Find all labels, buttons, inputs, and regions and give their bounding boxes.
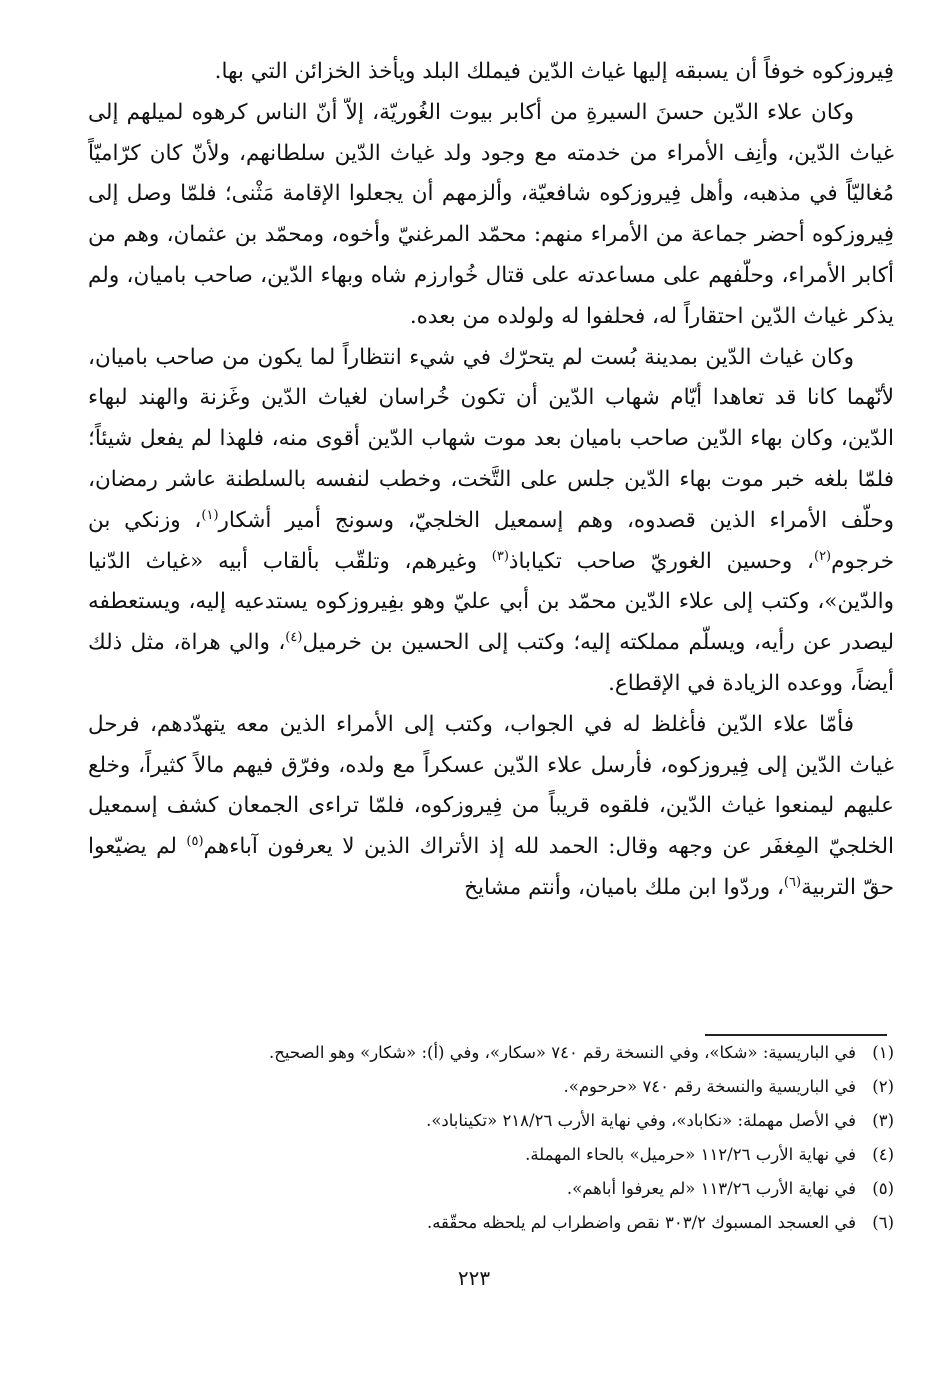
footnote-ref: (٥) — [186, 833, 204, 849]
footnote-text: في الباريسية والنسخة رقم ٧٤٠ «حرحوم». — [563, 1077, 856, 1096]
text-run: لم يضيّعوا حقّ التربية — [88, 834, 894, 900]
footnote — [140, 1206, 894, 1240]
footnote-text: في العسجد المسبوك ٣٠٣/٢ نقص واضطراب لم يلحظه محقّقه. — [426, 1213, 856, 1232]
footnote-text: في الباريسية: «شكا»، وفي النسخة رقم ٧٤٠ «سكار»، وفي (أ): «شكار» وهو الصحيح. — [268, 1043, 856, 1062]
text-run: ، وزنكي بن خرجوم — [88, 507, 894, 574]
text-run: ، وحسين الغوريّ صاحب تكياباذ — [508, 548, 814, 574]
page-number: ٢٢٣ — [457, 1266, 491, 1290]
text-run: ، والي هراة، مثل ذلك أيضاً، ووعده الزيادة في الإقطاع. — [88, 630, 894, 696]
footnote-number: (٤) — [872, 1145, 894, 1164]
footnote-ref: (١) — [201, 507, 219, 523]
paragraph — [88, 338, 894, 705]
footnote-number: (١) — [872, 1043, 894, 1062]
footnote-ref: (٣) — [491, 548, 509, 564]
footnote-number: (٦) — [872, 1213, 894, 1232]
footnote — [140, 1104, 894, 1138]
text-run: وكان غياث الدّين بمدينة بُست لم يتحرّك في شيء انتظاراً لما يكون من صاحب باميان، لأنّهما كانا قد تعاهدا أيّام شهاب الدّين أن تكون خُراسان لغياث الدّين وغَزنة والهند لبهاء الدّين، وكان بهاء الدّين صاحب باميان بعد موت شهاب الدّين أقوى منه، فلهذا لم يفعل شيئاً؛ فلمّا بلغه خبر موت بهاء الدّين جلس على التَّخت، وخطب لنفسه بالسلطنة عاشر رمضان، وحلّف الأمراء الذين قصدوه، وهم إسمعيل الخلجيّ، وسونج أمير أشكار — [88, 344, 894, 533]
footnote-number: (٥) — [872, 1179, 894, 1198]
footnote-text: في نهاية الأرب ١١٣/٢٦ «لم يعرفوا أباهم». — [566, 1179, 856, 1198]
footnotes — [140, 1036, 894, 1240]
footnote-text: في الأصل مهملة: «نكاباد»، وفي نهاية الأرب ٢١٨/٢٦ «تكيناباد». — [426, 1111, 856, 1130]
text-run: فِيروزكوه خوفاً أن يسبقه إليها غياث الدّين فيملك البلد ويأخذ الخزائن التي بها. — [214, 59, 894, 84]
footnote — [140, 1172, 894, 1206]
text-run: ، وردّوا ابن ملك باميان، وأنتم مشايخ — [464, 874, 784, 900]
footnote-number: (٢) — [872, 1077, 894, 1096]
paragraph — [88, 705, 894, 909]
footnote — [140, 1138, 894, 1172]
footnote-ref: (٦) — [783, 874, 802, 890]
text-run: وكان علاء الدّين حسنَ السيرةِ من أكابر بيوت الغُوريّة، إلاّ أنّ الناس كرهوه لميلهم إلى غياث الدّين، وأنِف الأمراء من خدمته مع وجود ولد غياث الدّين سلطانهم، ولأنّ كان كرّاميّاً مُغاليّاً في مذهبه، وأهل فِيروزكوه شافعيّة، وألزمهم أن يجعلوا الإقامة مَثْنى؛ فلمّا وصل إلى فِيروزكوه أحضر جماعة من الأمراء منهم: محمّد المرغنيّ وأخوه، ومحمّد بن عثمان، وهم من أكابر الأمراء، وحلّفهم على مساعدته على قتال خُوارزم شاه وبهاء الدّين، صاحب باميان، ولم يذكر غياث الدّين احتقاراً له، فحلفوا له ولولده من بعده. — [88, 99, 894, 329]
text-run: وغيرهم، وتلقّب بألقاب أبيه «غياث الدّنيا والدّين»، وكتب إلى علاء الدّين محمّد بن أبي عليّ وهو بفِيروزكوه يستدعيه إليه، ويستعطفه ليصدر عن رأيه، ويسلّم مملكته إليه؛ وكتب إلى الحسين بن خرميل — [88, 548, 894, 656]
main-text — [88, 52, 894, 909]
footnote-text: في نهاية الأرب ١١٢/٢٦ «حرميل» بالحاء المهملة. — [525, 1145, 856, 1164]
footnote — [140, 1036, 894, 1070]
paragraph — [88, 52, 894, 93]
footnote-ref: (٢) — [813, 548, 832, 564]
paragraph — [88, 93, 894, 338]
footnote-number: (٣) — [872, 1111, 894, 1130]
footnote-ref: (٤) — [285, 630, 303, 645]
text-run: فأمّا علاء الدّين فأغلظ له في الجواب، وكتب إلى الأمراء الذين معه يتهدّدهم، فرحل غياث الدّين إلى فِيروزكوه، فأرسل علاء الدّين عسكراً مع ولده، وفرّق فيهم مالاً كثيراً، وخلع عليهم ليمنعوا غياث الدّين، فلقوه قريباً من فِيروزكوه، فلمّا تراءى الجمعان كشف إسمعيل الخلجيّ المِغفَر عن وجهه وقال: الحمد لله إذ الأتراك الذين لا يعرفون آباءهم — [88, 711, 894, 860]
footnote — [140, 1070, 894, 1104]
